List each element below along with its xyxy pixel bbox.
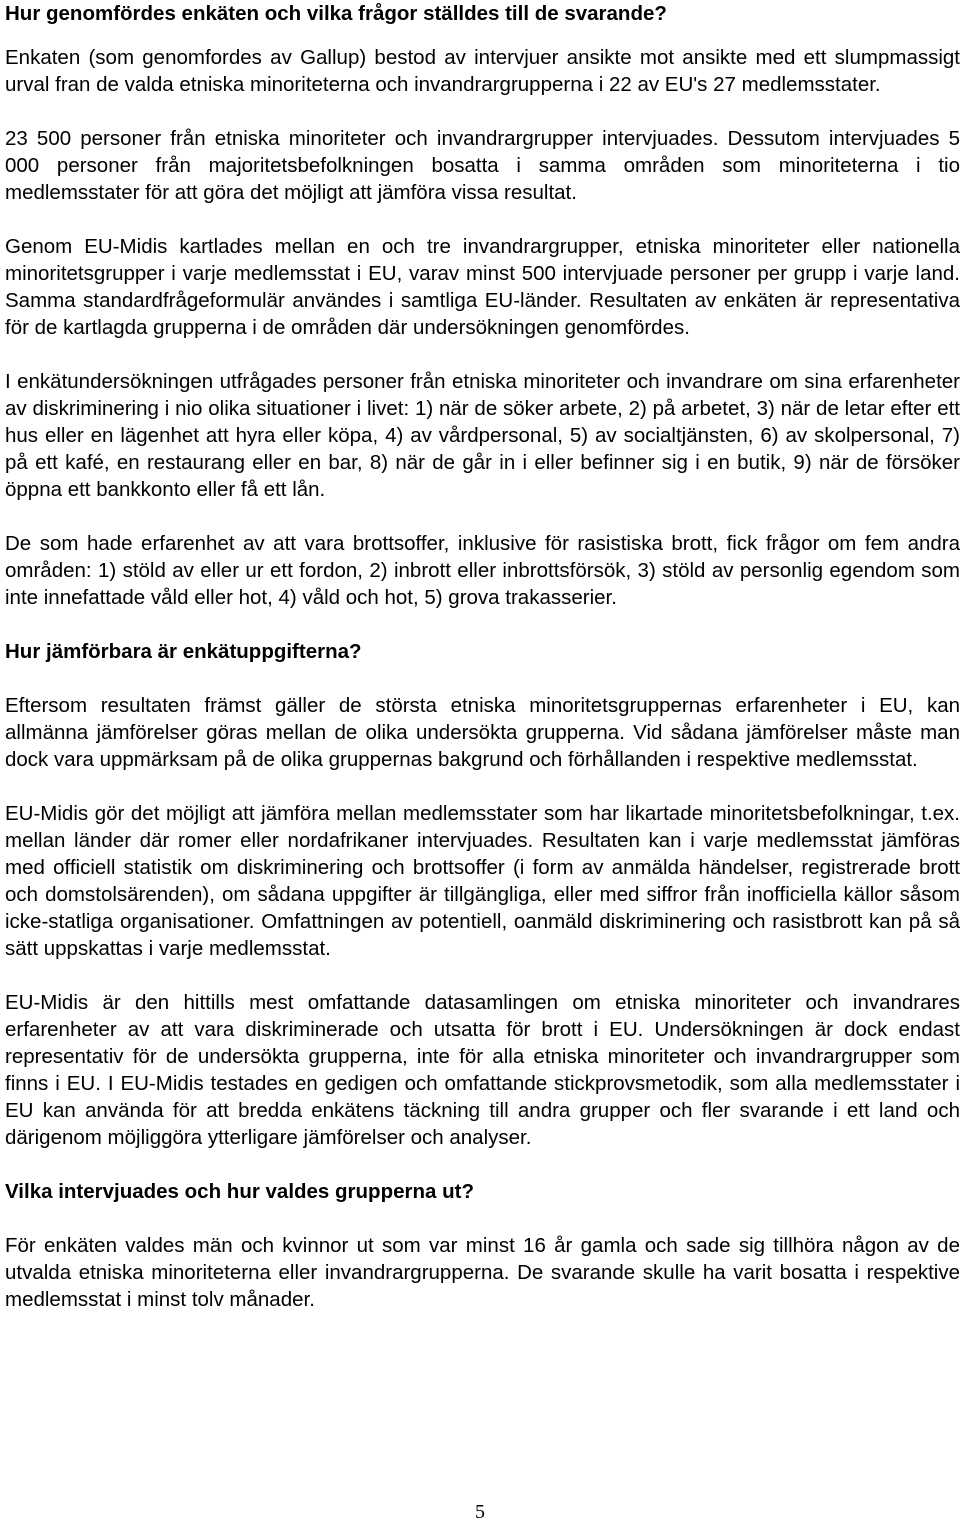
document-page [5,0,960,1313]
paragraph: EU-Midis är den hittills mest omfattande datasamlingen om etniska minoriteter och invandrares erfarenheter av att vara diskriminerade och utsatta för brott i EU. Undersökningen är dock endast representativ för de undersökta grupperna, inte för alla etniska minoriteter och invandrargrupper som finns i EU. I EU-Midis testades en gedigen och omfattande stickprovsmetodik, som alla medlemsstater i EU kan använda för att bredda enkätens täckning till andra grupper och fler svarande i ett land och därigenom möjliggöra ytterligare jämförelser och analyser. [5,991,960,1149]
paragraph: För enkäten valdes män och kvinnor ut som var minst 16 år gamla och sade sig tillhöra någon av de utvalda etniska minoriteterna eller invandrargrupperna. De svarande skulle ha varit bosatta i respektive medlemsstat i minst tolv månader. [5,1234,960,1311]
page-number: 5 [475,1501,485,1523]
section-heading: Hur jämförbara är enkätuppgifterna? [5,640,362,663]
paragraph: 23 500 personer från etniska minoriteter och invandrargrupper intervjuades. Dessutom intervjuades 5 000 personer från majoritetsbefolkningen bosatta i samma områden som minoriteterna i tio medlemsstater för att göra det möjligt att jämföra vissa resultat. [5,127,960,204]
section-heading: Vilka intervjuades och hur valdes grupperna ut? [5,1180,474,1203]
paragraph: De som hade erfarenhet av att vara brottsoffer, inklusive för rasistiska brott, fick frågor om fem andra områden: 1) stöld av eller ur ett fordon, 2) inbrott eller inbrottsförsök, 3) stöld av personlig egendom som inte innefattade våld eller hot, 4) våld och hot, 5) grova trakasserier. [5,532,960,609]
section-heading: Hur genomfördes enkäten och vilka frågor ställdes till de svarande? [5,2,667,25]
paragraph: Enkaten (som genomfordes av Gallup) bestod av intervjuer ansikte mot ansikte med ett slumpmassigt urval fran de valda etniska minoriteterna och invandrargrupperna i 22 av EU's 27 medlemsstater. [5,46,960,96]
paragraph: Genom EU-Midis kartlades mellan en och tre invandrargrupper, etniska minoriteter eller nationella minoritetsgrupper i varje medlemsstat i EU, varav minst 500 intervjuade personer per grupp i varje land. Samma standardfrågeformulär användes i samtliga EU-länder. Resultaten av enkäten är representativa för de kartlagda grupperna i de områden där undersökningen genomfördes. [5,235,960,339]
paragraph: EU-Midis gör det möjligt att jämföra mellan medlemsstater som har likartade minoritetsbefolkningar, t.ex. mellan länder där romer eller nordafrikaner intervjuades. Resultaten kan i varje medlemsstat jämföras med officiell statistik om diskriminering och brottsoffer (i form av anmälda händelser, registrerade brott och domstolsärenden), om sådana uppgifter är tillgängliga, eller med siffror från inofficiella källor såsom icke-statliga organisationer. Omfattningen av potentiell, oanmäld diskriminering och rasistbrott kan på så sätt uppskattas i varje medlemsstat. [5,802,960,960]
paragraph: Eftersom resultaten främst gäller de största etniska minoritetsgruppernas erfarenheter i EU, kan allmänna jämförelser göras mellan de olika undersökta grupperna. Vid sådana jämförelser måste man dock vara uppmärksam på de olika gruppernas bakgrund och förhållanden i respektive medlemsstat. [5,694,960,771]
paragraph: I enkätundersökningen utfrågades personer från etniska minoriteter och invandrare om sina erfarenheter av diskriminering i nio olika situationer i livet: 1) när de söker arbete, 2) på arbetet, 3) när de letar efter ett hus eller en lägenhet att hyra eller köpa, 4) av vårdpersonal, 5) av socialtjänsten, 6) av skolpersonal, 7) på ett kafé, en restaurang eller en bar, 8) när de går in i eller befinner sig i en butik, 9) när de försöker öppna ett bankkonto eller få ett lån. [5,370,960,501]
